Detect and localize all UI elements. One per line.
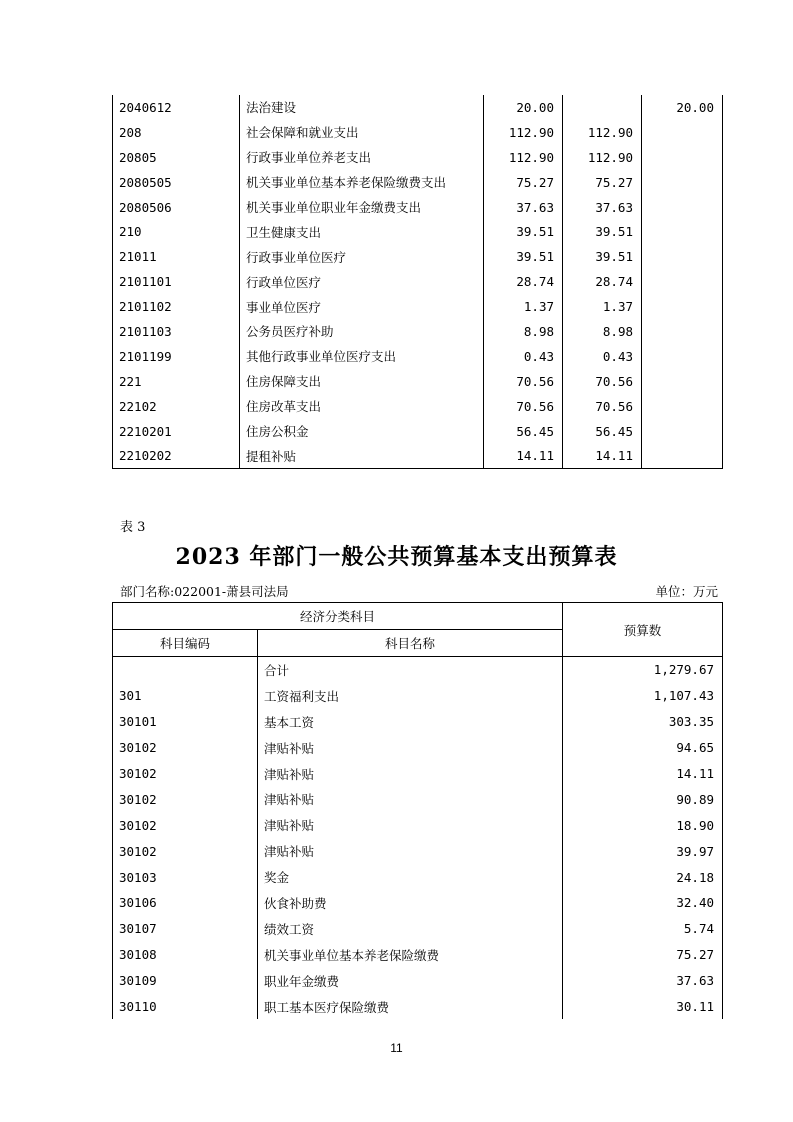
subject-code-cell: 2101102 bbox=[113, 294, 240, 319]
table-row bbox=[113, 195, 723, 220]
subject-code-cell: 30103 bbox=[113, 864, 258, 890]
project-amount-cell: 20.00 bbox=[642, 95, 723, 120]
header-subject-code: 科目编码 bbox=[113, 630, 258, 657]
subject-code-cell: 2210201 bbox=[113, 419, 240, 444]
subject-name-cell: 基本工资 bbox=[258, 709, 563, 735]
basic-amount-cell: 39.51 bbox=[563, 219, 642, 244]
table-row bbox=[113, 735, 723, 761]
subject-code-cell: 210 bbox=[113, 219, 240, 244]
table-row bbox=[113, 812, 723, 838]
basic-amount-cell: 56.45 bbox=[563, 419, 642, 444]
table-row bbox=[113, 269, 723, 294]
subject-code-cell: 2101103 bbox=[113, 319, 240, 344]
budget-amount-cell: 39.97 bbox=[563, 838, 723, 864]
basic-amount-cell: 75.27 bbox=[563, 170, 642, 195]
total-amount-cell: 1.37 bbox=[484, 294, 563, 319]
subject-code-cell: 2080506 bbox=[113, 195, 240, 220]
budget-amount-cell: 24.18 bbox=[563, 864, 723, 890]
table-label: 表 3 bbox=[120, 520, 146, 535]
total-amount-cell: 112.90 bbox=[484, 145, 563, 170]
table-row bbox=[113, 942, 723, 968]
budget-amount-cell: 1,107.43 bbox=[563, 683, 723, 709]
subject-name-cell: 津贴补贴 bbox=[258, 735, 563, 761]
subject-name-cell: 住房改革支出 bbox=[240, 394, 484, 419]
table-row bbox=[113, 369, 723, 394]
subject-name-cell: 绩效工资 bbox=[258, 916, 563, 942]
project-amount-cell bbox=[642, 443, 723, 468]
project-amount-cell bbox=[642, 120, 723, 145]
subject-name-cell: 公务员医疗补助 bbox=[240, 319, 484, 344]
basic-amount-cell bbox=[563, 95, 642, 120]
subject-code-cell: 21011 bbox=[113, 244, 240, 269]
subject-name-cell: 津贴补贴 bbox=[258, 761, 563, 787]
subject-name-cell: 住房公积金 bbox=[240, 419, 484, 444]
subject-code-cell: 2040612 bbox=[113, 95, 240, 120]
header-subject-name: 科目名称 bbox=[258, 630, 563, 657]
total-amount-cell: 112.90 bbox=[484, 120, 563, 145]
subject-code-cell: 30107 bbox=[113, 916, 258, 942]
project-amount-cell bbox=[642, 344, 723, 369]
table-row bbox=[113, 916, 723, 942]
subject-code-cell: 30102 bbox=[113, 786, 258, 812]
project-amount-cell bbox=[642, 419, 723, 444]
subject-name-cell: 机关事业单位基本养老保险缴费支出 bbox=[240, 170, 484, 195]
header-budget-amount: 预算数 bbox=[563, 603, 723, 657]
total-amount-cell: 37.63 bbox=[484, 195, 563, 220]
subject-name-cell: 行政事业单位养老支出 bbox=[240, 145, 484, 170]
page-number: 11 bbox=[390, 1041, 403, 1055]
subject-name-cell: 津贴补贴 bbox=[258, 786, 563, 812]
subject-code-cell: 2080505 bbox=[113, 170, 240, 195]
basic-amount-cell: 8.98 bbox=[563, 319, 642, 344]
budget-amount-cell: 94.65 bbox=[563, 735, 723, 761]
subject-name-cell: 提租补贴 bbox=[240, 443, 484, 468]
budget-amount-cell: 90.89 bbox=[563, 786, 723, 812]
table-row bbox=[113, 890, 723, 916]
table-row bbox=[113, 294, 723, 319]
budget-amount-cell: 5.74 bbox=[563, 916, 723, 942]
table-row bbox=[113, 761, 723, 787]
project-amount-cell bbox=[642, 170, 723, 195]
table-row bbox=[113, 786, 723, 812]
basic-amount-cell: 0.43 bbox=[563, 344, 642, 369]
subject-code-cell: 221 bbox=[113, 369, 240, 394]
table-title: 2023 年部门一般公共预算基本支出预算表 bbox=[175, 544, 618, 570]
total-amount-cell: 14.11 bbox=[484, 443, 563, 468]
subject-code-cell bbox=[113, 657, 258, 683]
subject-name-cell: 津贴补贴 bbox=[258, 838, 563, 864]
project-amount-cell bbox=[642, 294, 723, 319]
total-amount-cell: 0.43 bbox=[484, 344, 563, 369]
subject-code-cell: 30102 bbox=[113, 812, 258, 838]
budget-amount-cell: 30.11 bbox=[563, 994, 723, 1020]
subject-code-cell: 208 bbox=[113, 120, 240, 145]
unit-label: 单位：万元 bbox=[655, 584, 718, 599]
project-amount-cell bbox=[642, 319, 723, 344]
total-amount-cell: 39.51 bbox=[484, 244, 563, 269]
total-amount-cell: 20.00 bbox=[484, 95, 563, 120]
table-row bbox=[113, 120, 723, 145]
total-amount-cell: 70.56 bbox=[484, 394, 563, 419]
subject-name-cell: 其他行政事业单位医疗支出 bbox=[240, 344, 484, 369]
subject-name-cell: 合计 bbox=[258, 657, 563, 683]
subject-name-cell: 行政事业单位医疗 bbox=[240, 244, 484, 269]
subject-name-cell: 法治建设 bbox=[240, 95, 484, 120]
total-amount-cell: 70.56 bbox=[484, 369, 563, 394]
subject-code-cell: 30102 bbox=[113, 735, 258, 761]
subject-name-cell: 行政单位医疗 bbox=[240, 269, 484, 294]
table-row bbox=[113, 968, 723, 994]
subject-name-cell: 伙食补助费 bbox=[258, 890, 563, 916]
subject-code-cell: 30110 bbox=[113, 994, 258, 1020]
total-amount-cell: 39.51 bbox=[484, 219, 563, 244]
basic-amount-cell: 37.63 bbox=[563, 195, 642, 220]
subject-code-cell: 30102 bbox=[113, 838, 258, 864]
subject-code-cell: 30102 bbox=[113, 761, 258, 787]
budget-amount-cell: 303.35 bbox=[563, 709, 723, 735]
subject-code-cell: 2210202 bbox=[113, 443, 240, 468]
subject-code-cell: 301 bbox=[113, 683, 258, 709]
project-amount-cell bbox=[642, 394, 723, 419]
subject-name-cell: 津贴补贴 bbox=[258, 812, 563, 838]
budget-amount-cell: 14.11 bbox=[563, 761, 723, 787]
project-amount-cell bbox=[642, 269, 723, 294]
subject-name-cell: 职工基本医疗保险缴费 bbox=[258, 994, 563, 1020]
budget-amount-cell: 18.90 bbox=[563, 812, 723, 838]
budget-amount-cell: 1,279.67 bbox=[563, 657, 723, 683]
table-row bbox=[113, 864, 723, 890]
table-row bbox=[113, 709, 723, 735]
project-amount-cell bbox=[642, 369, 723, 394]
budget-amount-cell: 37.63 bbox=[563, 968, 723, 994]
subject-name-cell: 工资福利支出 bbox=[258, 683, 563, 709]
subject-code-cell: 20805 bbox=[113, 145, 240, 170]
table-row bbox=[113, 443, 723, 468]
subject-name-cell: 社会保障和就业支出 bbox=[240, 120, 484, 145]
basic-amount-cell: 28.74 bbox=[563, 269, 642, 294]
table-row bbox=[113, 145, 723, 170]
subject-name-cell: 住房保障支出 bbox=[240, 369, 484, 394]
subject-name-cell: 奖金 bbox=[258, 864, 563, 890]
subject-name-cell: 卫生健康支出 bbox=[240, 219, 484, 244]
basic-amount-cell: 112.90 bbox=[563, 120, 642, 145]
basic-amount-cell: 14.11 bbox=[563, 443, 642, 468]
table-row bbox=[113, 838, 723, 864]
subject-code-cell: 2101199 bbox=[113, 344, 240, 369]
total-amount-cell: 56.45 bbox=[484, 419, 563, 444]
table-row bbox=[113, 683, 723, 709]
table-row bbox=[113, 657, 723, 683]
budget-amount-cell: 32.40 bbox=[563, 890, 723, 916]
project-amount-cell bbox=[642, 195, 723, 220]
basic-amount-cell: 70.56 bbox=[563, 369, 642, 394]
budget-amount-cell: 75.27 bbox=[563, 942, 723, 968]
table-row bbox=[113, 244, 723, 269]
project-amount-cell bbox=[642, 219, 723, 244]
total-amount-cell: 75.27 bbox=[484, 170, 563, 195]
basic-amount-cell: 70.56 bbox=[563, 394, 642, 419]
table-row bbox=[113, 219, 723, 244]
subject-name-cell: 机关事业单位职业年金缴费支出 bbox=[240, 195, 484, 220]
table-row bbox=[113, 95, 723, 120]
total-amount-cell: 8.98 bbox=[484, 319, 563, 344]
header-economic-category: 经济分类科目 bbox=[113, 603, 563, 630]
project-amount-cell bbox=[642, 145, 723, 170]
table-row bbox=[113, 994, 723, 1020]
subject-code-cell: 30101 bbox=[113, 709, 258, 735]
basic-expenditure-table bbox=[112, 602, 723, 1019]
basic-amount-cell: 39.51 bbox=[563, 244, 642, 269]
table-row bbox=[113, 170, 723, 195]
table-row bbox=[113, 419, 723, 444]
subject-code-cell: 22102 bbox=[113, 394, 240, 419]
subject-name-cell: 机关事业单位基本养老保险缴费 bbox=[258, 942, 563, 968]
subject-code-cell: 30109 bbox=[113, 968, 258, 994]
project-amount-cell bbox=[642, 244, 723, 269]
subject-name-cell: 职业年金缴费 bbox=[258, 968, 563, 994]
table-row bbox=[113, 394, 723, 419]
total-amount-cell: 28.74 bbox=[484, 269, 563, 294]
subject-code-cell: 30106 bbox=[113, 890, 258, 916]
table-row bbox=[113, 344, 723, 369]
subject-code-cell: 30108 bbox=[113, 942, 258, 968]
table-row bbox=[113, 319, 723, 344]
department-name: 部门名称:022001-萧县司法局 bbox=[120, 584, 289, 599]
subject-name-cell: 事业单位医疗 bbox=[240, 294, 484, 319]
header-row-group bbox=[113, 603, 723, 630]
basic-amount-cell: 1.37 bbox=[563, 294, 642, 319]
subject-code-cell: 2101101 bbox=[113, 269, 240, 294]
budget-table-continued bbox=[112, 95, 723, 469]
basic-amount-cell: 112.90 bbox=[563, 145, 642, 170]
